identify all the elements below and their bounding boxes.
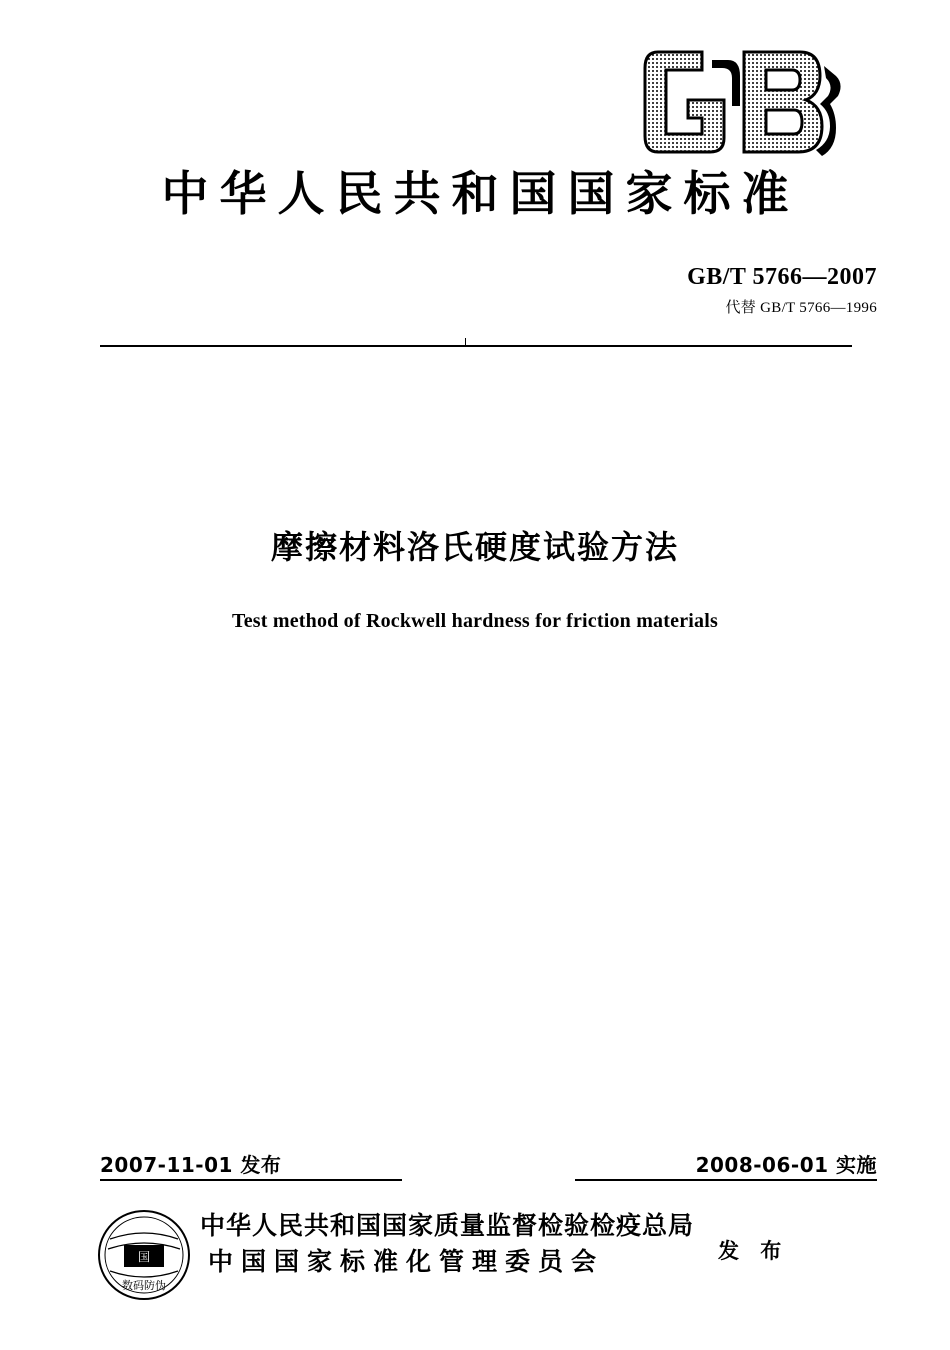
implementation-date: 2008-06-01 实施: [695, 1153, 877, 1177]
anti-counterfeit-seal-icon: [96, 1209, 192, 1301]
standard-number: GB/T 5766—2007: [687, 264, 877, 290]
issuer-line-1: 中华人民共和国国家质量监督检验检疫总局: [200, 1211, 695, 1240]
seal-text: 数码防伪: [122, 1279, 166, 1292]
header-divider: [100, 345, 852, 347]
header-divider-tick: [465, 338, 466, 346]
footer-divider-left: [100, 1179, 402, 1181]
footer-divider-right: [575, 1179, 877, 1181]
svg-text:国: 国: [137, 1250, 151, 1264]
document-title-english: Test method of Rockwell hardness for friction materials: [232, 610, 718, 632]
issuer-block: [200, 1208, 720, 1279]
standard-replaces: 代替 GB/T 5766—1996: [725, 300, 877, 316]
document-title-chinese: 摩擦材料洛氏硬度试验方法: [270, 528, 679, 566]
gb-logo: [640, 42, 850, 162]
issuer-line-2: 中国国家标准化管理委员会: [208, 1246, 605, 1276]
issue-date: 2007-11-01 发布: [100, 1153, 282, 1177]
page-title: 中华人民共和国国家标准: [161, 167, 800, 222]
publish-label: 发 布: [718, 1239, 789, 1263]
